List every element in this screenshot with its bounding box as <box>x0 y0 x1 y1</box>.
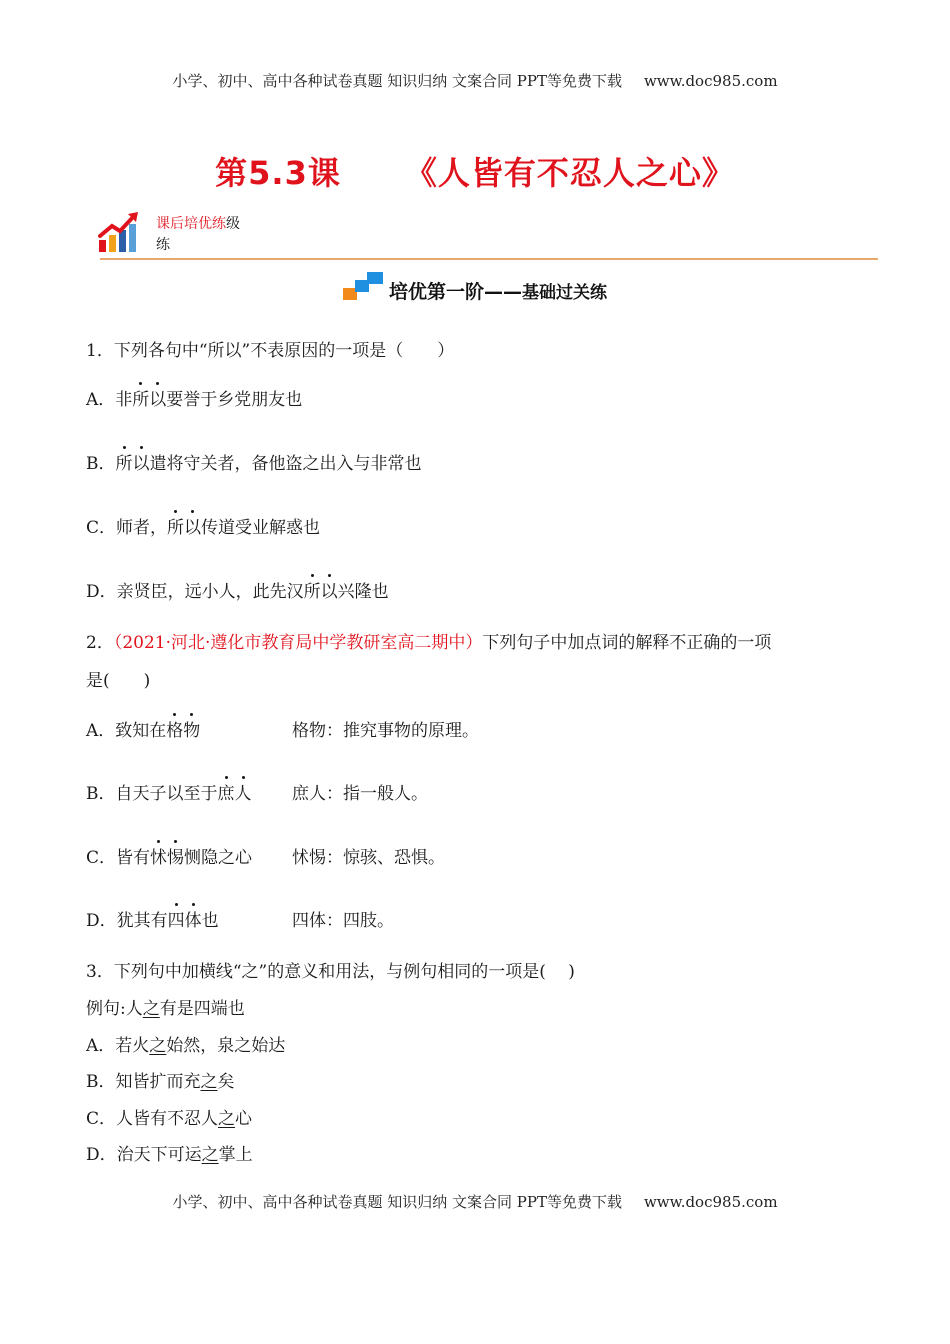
header-site[interactable]: www.doc985.com <box>643 72 778 90</box>
page-footer <box>0 1191 950 1212</box>
q1-option-a[interactable]: A．非所以要誉于乡党朋友也 <box>86 385 302 410</box>
q2-option-d[interactable]: D．犹其有四体也 四体：四肢。 <box>86 906 786 931</box>
q3-option-a[interactable]: A．若火之始然，泉之始达 <box>86 1036 286 1056</box>
page-title <box>0 148 950 194</box>
q3-option-d[interactable]: D．治天下可运之掌上 <box>86 1145 253 1165</box>
header-text: 小学、初中、高中各种试卷真题 知识归纳 文案合同 PPT等免费下载 <box>172 72 622 90</box>
question-2-stem: 2．（2021·河北·遵化市教育局中学教研室高二期中）下列句子中加点词的解释不正确的一项 <box>86 633 772 653</box>
lesson-number: 第5.3课 <box>215 154 341 192</box>
gloss: 庶人：指一般人。 <box>292 784 428 804</box>
q2-option-a[interactable]: A．致知在格物 格物：推究事物的原理。 <box>86 716 786 741</box>
q1-option-c[interactable]: C．师者，所以传道受业解惑也 <box>86 513 320 538</box>
question-source: （2021·河北·遵化市教育局中学教研室高二期中） <box>113 633 483 653</box>
footer-site[interactable]: www.doc985.com <box>643 1193 778 1211</box>
q3-option-c[interactable]: C．人皆有不忍人之心 <box>86 1109 253 1129</box>
q1-option-b[interactable]: B．所以遣将守关者，备他盗之出入与非常也 <box>86 449 422 474</box>
q2-option-c[interactable]: C．皆有怵惕恻隐之心 怵惕：惊骇、恐惧。 <box>86 843 786 868</box>
banner-text: 课后培优练级 练 <box>156 216 240 253</box>
gloss: 四体：四肢。 <box>292 911 394 931</box>
section-title: 培优第一阶 <box>388 281 484 303</box>
footer-text: 小学、初中、高中各种试卷真题 知识归纳 文案合同 PPT等免费下载 <box>172 1193 622 1211</box>
section-subtitle: 基础过关练 <box>522 283 607 303</box>
question-1-stem: 1．下列各句中“所以”不表原因的一项是（ ） <box>86 341 455 361</box>
page-header <box>0 70 950 91</box>
stairs-icon <box>343 272 385 302</box>
question-2-stem-cont: 是( ) <box>86 671 151 691</box>
q2-option-b[interactable]: B．自天子以至于庶人 庶人：指一般人。 <box>86 779 786 804</box>
lesson-name: 《人皆有不忍人之心》 <box>404 154 735 192</box>
q3-example: 例句:人之有是四端也 <box>86 999 245 1019</box>
q3-option-b[interactable]: B．知皆扩而充之矣 <box>86 1072 235 1092</box>
practice-banner <box>98 210 878 262</box>
gloss: 格物：推究事物的原理。 <box>292 721 479 741</box>
growth-chart-icon <box>98 210 142 254</box>
gloss: 怵惕：惊骇、恐惧。 <box>292 848 445 868</box>
banner-divider <box>100 258 878 260</box>
question-3-stem: 3．下列句中加横线“之”的意义和用法，与例句相同的一项是( ) <box>86 962 575 982</box>
q1-option-d[interactable]: D．亲贤臣，远小人，此先汉所以兴隆也 <box>86 577 389 602</box>
section-heading: 培优第一阶——基础过关练 <box>0 272 950 304</box>
